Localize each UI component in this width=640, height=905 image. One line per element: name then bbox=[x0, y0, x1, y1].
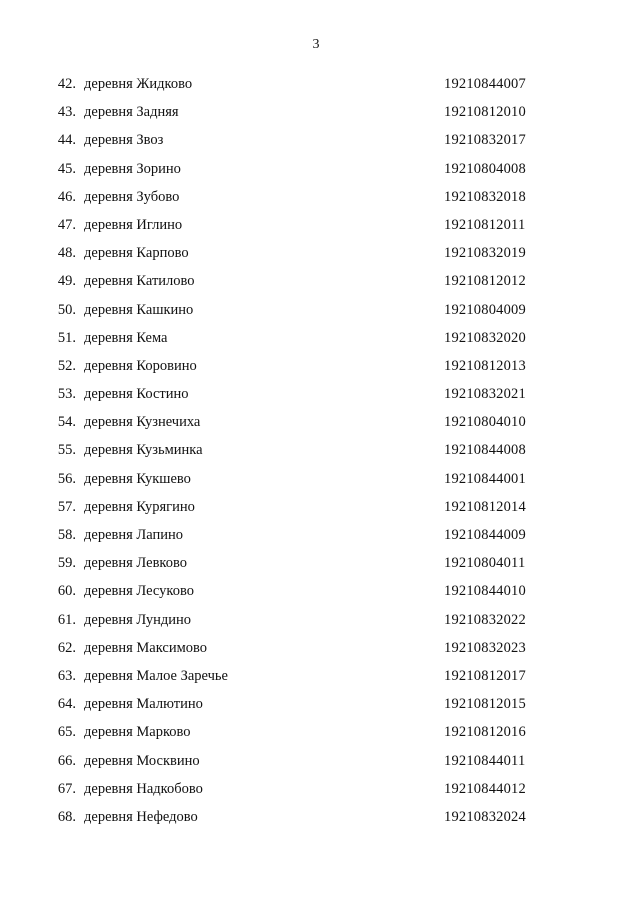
list-item bbox=[0, 70, 640, 98]
list-item bbox=[0, 183, 640, 211]
oktmo-code: 19210844012 bbox=[444, 780, 526, 797]
item-number: 59. bbox=[57, 555, 76, 572]
oktmo-code: 19210844009 bbox=[444, 527, 526, 543]
item-number: 54. bbox=[57, 414, 76, 431]
list-item bbox=[0, 493, 640, 521]
item-number: 61. bbox=[57, 611, 76, 628]
item-number: 65. bbox=[57, 724, 76, 741]
list-item bbox=[0, 436, 640, 464]
list-item bbox=[0, 775, 640, 803]
oktmo-code: 19210804008 bbox=[444, 160, 526, 177]
item-number: 46. bbox=[57, 188, 76, 205]
settlement-name: деревня Курягино bbox=[84, 498, 195, 515]
oktmo-code: 19210804010 bbox=[444, 414, 526, 431]
oktmo-code: 19210844008 bbox=[444, 442, 526, 459]
item-number: 56. bbox=[57, 470, 76, 487]
item-number: 67. bbox=[57, 780, 76, 797]
settlement-name: деревня Кузнечиха bbox=[84, 414, 201, 431]
settlement-name: деревня Лундино bbox=[84, 611, 192, 628]
list-item bbox=[0, 352, 640, 380]
list-item bbox=[0, 577, 640, 605]
list-item bbox=[0, 803, 640, 831]
list-item bbox=[0, 606, 640, 634]
oktmo-code: 19210804011 bbox=[444, 555, 526, 572]
settlement-name: деревня Левково bbox=[84, 555, 187, 572]
list-item bbox=[0, 267, 640, 295]
item-number: 64. bbox=[57, 696, 76, 713]
oktmo-code: 19210812010 bbox=[444, 104, 526, 121]
list-item bbox=[0, 296, 640, 324]
settlement-name: деревня Нефедово bbox=[84, 808, 198, 825]
oktmo-code: 19210812017 bbox=[444, 667, 526, 684]
settlement-name: деревня Задняя bbox=[84, 104, 179, 121]
settlement-name: деревня Москвино bbox=[84, 752, 200, 769]
item-number: 44. bbox=[57, 132, 76, 149]
list-item bbox=[0, 465, 640, 493]
list-item bbox=[0, 634, 640, 662]
settlement-name: деревня Лапино bbox=[84, 527, 184, 543]
list-item bbox=[0, 324, 640, 352]
settlement-name: деревня Кузьминка bbox=[84, 442, 203, 459]
settlement-name: деревня Максимово bbox=[84, 639, 208, 656]
oktmo-code: 19210832019 bbox=[444, 245, 526, 262]
oktmo-code: 19210844010 bbox=[444, 583, 526, 600]
item-number: 42. bbox=[57, 76, 76, 92]
item-number: 45. bbox=[57, 160, 76, 177]
list-item bbox=[0, 380, 640, 408]
list-item bbox=[0, 690, 640, 718]
oktmo-code: 19210832020 bbox=[444, 329, 526, 346]
item-number: 43. bbox=[57, 104, 76, 121]
oktmo-code: 19210812014 bbox=[444, 498, 526, 515]
settlement-name: деревня Малютино bbox=[84, 696, 203, 713]
oktmo-code: 19210812011 bbox=[444, 216, 526, 233]
oktmo-code: 19210812016 bbox=[444, 724, 526, 741]
settlement-name: деревня Кашкино bbox=[84, 301, 194, 318]
oktmo-code: 19210812015 bbox=[444, 696, 526, 713]
list-item bbox=[0, 747, 640, 775]
oktmo-code: 19210832022 bbox=[444, 611, 526, 628]
settlement-name: деревня Марково bbox=[84, 724, 191, 741]
oktmo-code: 19210812012 bbox=[444, 273, 526, 290]
oktmo-code: 19210844007 bbox=[444, 76, 526, 92]
settlement-name: деревня Звоз bbox=[84, 132, 164, 149]
list-item bbox=[0, 408, 640, 436]
item-number: 48. bbox=[57, 245, 76, 262]
settlement-name: деревня Надкобово bbox=[84, 780, 203, 797]
settlement-name: деревня Иглино bbox=[84, 216, 183, 233]
list-item bbox=[0, 662, 640, 690]
oktmo-code: 19210844001 bbox=[444, 470, 526, 487]
oktmo-code: 19210832017 bbox=[444, 132, 526, 149]
item-number: 66. bbox=[57, 752, 76, 769]
list-item bbox=[0, 718, 640, 746]
list-item bbox=[0, 549, 640, 577]
item-number: 55. bbox=[57, 442, 76, 459]
settlement-name: деревня Малое Заречье bbox=[84, 667, 228, 684]
item-number: 58. bbox=[57, 527, 76, 543]
settlement-name: деревня Костино bbox=[84, 386, 189, 403]
settlement-name: деревня Коровино bbox=[84, 357, 197, 374]
oktmo-code: 19210832021 bbox=[444, 386, 526, 403]
item-number: 53. bbox=[57, 386, 76, 403]
oktmo-code: 19210832023 bbox=[444, 639, 526, 656]
list-item bbox=[0, 521, 640, 549]
settlement-list bbox=[0, 70, 640, 831]
list-item bbox=[0, 239, 640, 267]
item-number: 62. bbox=[57, 639, 76, 656]
item-number: 52. bbox=[57, 357, 76, 374]
settlement-name: деревня Кема bbox=[84, 329, 168, 346]
settlement-name: деревня Кукшево bbox=[84, 470, 191, 487]
oktmo-code: 19210844011 bbox=[444, 752, 526, 769]
list-item bbox=[0, 126, 640, 154]
item-number: 49. bbox=[57, 273, 76, 290]
item-number: 50. bbox=[57, 301, 76, 318]
list-item bbox=[0, 155, 640, 183]
oktmo-code: 19210804009 bbox=[444, 301, 526, 318]
oktmo-code: 19210812013 bbox=[444, 357, 526, 374]
oktmo-code: 19210832018 bbox=[444, 188, 526, 205]
item-number: 63. bbox=[57, 667, 76, 684]
page-number: 3 bbox=[312, 37, 320, 52]
item-number: 68. bbox=[57, 808, 76, 825]
settlement-name: деревня Лесуково bbox=[84, 583, 194, 600]
settlement-name: деревня Зубово bbox=[84, 188, 180, 205]
list-item bbox=[0, 98, 640, 126]
oktmo-code: 19210832024 bbox=[444, 808, 526, 825]
item-number: 57. bbox=[57, 498, 76, 515]
settlement-name: деревня Жидково bbox=[84, 76, 193, 92]
item-number: 60. bbox=[57, 583, 76, 600]
settlement-name: деревня Катилово bbox=[84, 273, 195, 290]
item-number: 51. bbox=[57, 329, 76, 346]
item-number: 47. bbox=[57, 216, 76, 233]
list-item bbox=[0, 211, 640, 239]
settlement-name: деревня Зорино bbox=[84, 160, 181, 177]
settlement-name: деревня Карпово bbox=[84, 245, 189, 262]
